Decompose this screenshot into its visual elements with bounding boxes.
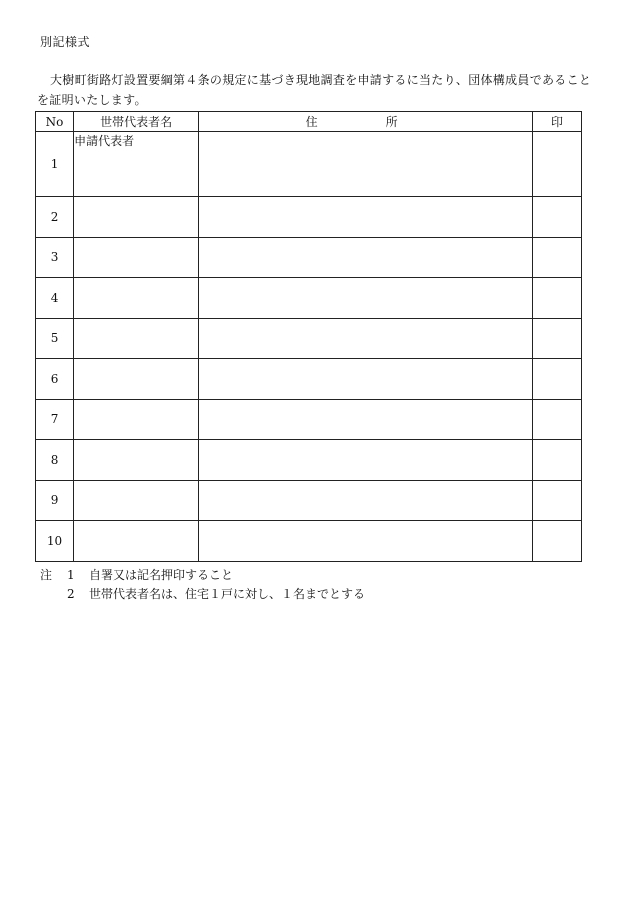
note-text: 自署又は記名押印すること bbox=[89, 568, 234, 582]
row-number: 9 bbox=[36, 480, 74, 521]
note-item bbox=[40, 585, 365, 604]
address-cell[interactable] bbox=[199, 237, 533, 278]
seal-cell[interactable] bbox=[532, 480, 581, 521]
seal-cell[interactable] bbox=[532, 197, 581, 238]
address-cell[interactable] bbox=[199, 132, 533, 197]
row-number: 5 bbox=[36, 318, 74, 359]
seal-cell[interactable] bbox=[532, 318, 581, 359]
table-row bbox=[36, 521, 582, 562]
table-row bbox=[36, 237, 582, 278]
row-number: 10 bbox=[36, 521, 74, 562]
table-header-row bbox=[36, 112, 582, 132]
table-row bbox=[36, 197, 582, 238]
note-prefix: 注 bbox=[40, 568, 53, 582]
address-cell[interactable] bbox=[199, 197, 533, 238]
note-number: 2 bbox=[67, 587, 75, 601]
note-text: 世帯代表者名は、住宅１戸に対し、１名までとする bbox=[89, 587, 366, 601]
seal-cell[interactable] bbox=[532, 359, 581, 400]
address-cell[interactable] bbox=[199, 318, 533, 359]
row-number: 4 bbox=[36, 278, 74, 319]
name-cell[interactable] bbox=[74, 359, 199, 400]
address-cell[interactable] bbox=[199, 359, 533, 400]
header-name: 世帯代表者名 bbox=[74, 112, 199, 132]
table-row bbox=[36, 278, 582, 319]
row-number: 6 bbox=[36, 359, 74, 400]
seal-cell[interactable] bbox=[532, 521, 581, 562]
address-cell[interactable] bbox=[199, 521, 533, 562]
table-row bbox=[36, 132, 582, 197]
note-number: 1 bbox=[67, 568, 75, 582]
table-row bbox=[36, 399, 582, 440]
table-row bbox=[36, 318, 582, 359]
name-cell[interactable] bbox=[74, 440, 199, 481]
note-item bbox=[40, 566, 365, 585]
row-number: 3 bbox=[36, 237, 74, 278]
header-seal: 印 bbox=[532, 112, 581, 132]
name-cell[interactable] bbox=[74, 197, 199, 238]
seal-cell[interactable] bbox=[532, 132, 581, 197]
address-cell[interactable] bbox=[199, 399, 533, 440]
row-number: 1 bbox=[36, 132, 74, 197]
intro-paragraph: 大樹町街路灯設置要綱第４条の規定に基づき現地調査を申請するに当たり、団体構成員であることを証明いたします。 bbox=[37, 73, 592, 107]
table-row bbox=[36, 480, 582, 521]
address-cell[interactable] bbox=[199, 480, 533, 521]
address-cell[interactable] bbox=[199, 440, 533, 481]
name-cell[interactable] bbox=[74, 278, 199, 319]
name-cell[interactable] bbox=[74, 480, 199, 521]
seal-cell[interactable] bbox=[532, 278, 581, 319]
header-address bbox=[199, 112, 533, 132]
row-number: 7 bbox=[36, 399, 74, 440]
name-cell[interactable] bbox=[74, 318, 199, 359]
name-cell[interactable] bbox=[74, 237, 199, 278]
form-label: 別記様式 bbox=[40, 35, 91, 49]
header-no: No bbox=[36, 112, 74, 132]
address-cell[interactable] bbox=[199, 278, 533, 319]
header-address-label: 住 所 bbox=[305, 115, 426, 129]
row-number: 2 bbox=[36, 197, 74, 238]
notes bbox=[40, 566, 365, 604]
row-number: 8 bbox=[36, 440, 74, 481]
seal-cell[interactable] bbox=[532, 440, 581, 481]
member-table bbox=[35, 111, 582, 562]
name-cell[interactable] bbox=[74, 521, 199, 562]
seal-cell[interactable] bbox=[532, 399, 581, 440]
name-cell[interactable]: 申請代表者 bbox=[74, 132, 199, 197]
name-cell[interactable] bbox=[74, 399, 199, 440]
table-row bbox=[36, 440, 582, 481]
seal-cell[interactable] bbox=[532, 237, 581, 278]
table-row bbox=[36, 359, 582, 400]
